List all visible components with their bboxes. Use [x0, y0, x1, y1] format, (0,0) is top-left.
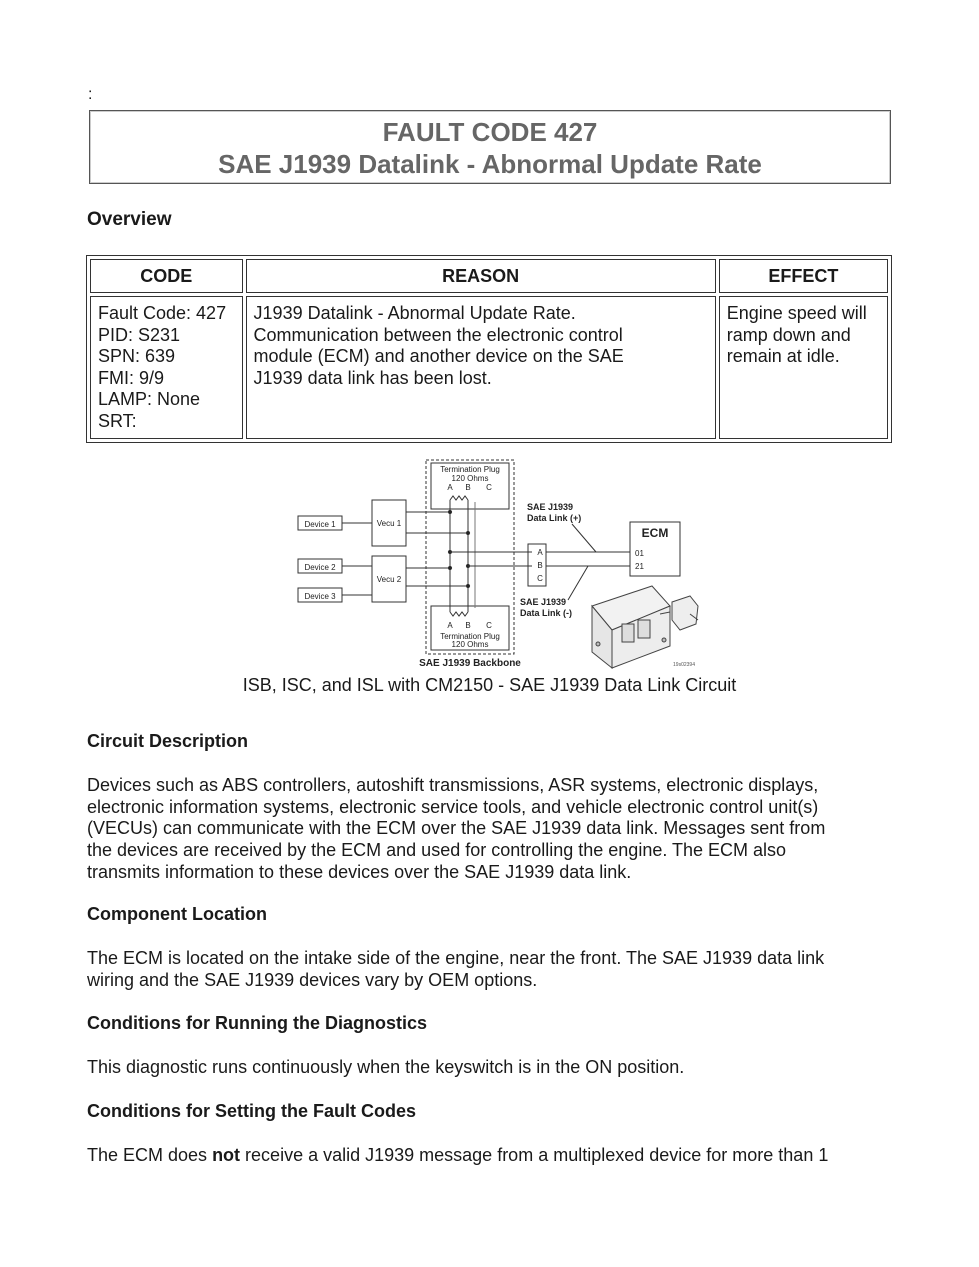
backbone-label: SAE J1939 Backbone	[419, 658, 521, 669]
reason-line: J1939 data link has been lost.	[253, 367, 492, 388]
page-subtitle: SAE J1939 Datalink - Abnormal Update Rate	[218, 149, 762, 179]
link-plus-label-2: Data Link (+)	[527, 513, 582, 523]
code-cell	[90, 296, 243, 439]
component-location-text	[87, 948, 887, 991]
device-3-label: Device 3	[304, 592, 336, 601]
link-minus-label-2: Data Link (-)	[520, 608, 573, 618]
ecm-pin-01: 01	[635, 549, 644, 558]
col-header-reason: REASON	[246, 259, 716, 293]
link-minus-label-1: SAE J1939	[520, 597, 567, 607]
ecm-label: ECM	[641, 526, 669, 540]
device-1-label: Device 1	[304, 520, 336, 529]
effect-cell	[719, 296, 888, 439]
running-diagnostics-heading: Conditions for Running the Diagnostics	[87, 1013, 427, 1033]
text-segment: The ECM does	[87, 1145, 213, 1165]
overview-heading: Overview	[87, 209, 172, 230]
page-title: FAULT CODE 427	[382, 117, 598, 147]
term-bottom-pin-b: B	[465, 621, 471, 630]
table-row	[90, 296, 888, 439]
title-box	[89, 110, 891, 184]
connector-pin-c: C	[537, 574, 543, 583]
setting-fault-codes-text	[87, 1145, 887, 1167]
device-2-label: Device 2	[304, 563, 336, 572]
reason-line: Communication between the electronic control	[253, 324, 623, 345]
setting-fault-codes-heading: Conditions for Setting the Fault Codes	[87, 1101, 416, 1121]
code-line: PID: S231	[98, 324, 181, 345]
circuit-description-heading: Circuit Description	[87, 731, 249, 751]
code-line: Fault Code: 427	[98, 303, 227, 323]
fault-overview-table	[86, 255, 892, 443]
col-header-code: CODE	[90, 259, 243, 293]
page-marker: :	[88, 86, 93, 103]
code-line: LAMP: None	[98, 389, 201, 409]
junction-dot	[466, 584, 469, 587]
junction-dot	[448, 566, 451, 569]
component-location-heading: Component Location	[87, 904, 267, 924]
text-segment: receive a valid J1939 message from a multiplexed device for more than 1	[240, 1145, 829, 1165]
figure-id: 19s02394	[673, 662, 695, 668]
j1939-circuit-diagram	[292, 456, 702, 672]
term-bottom-ohms: 120 Ohms	[451, 640, 489, 649]
vecu-2-label: Vecu 2	[376, 575, 402, 584]
connector-pin-b: B	[537, 561, 543, 570]
resistor-top-symbol	[450, 496, 468, 500]
paragraph-line: electronic information systems, electronic service tools, and vehicle electronic control unit(s)	[87, 796, 819, 817]
paragraph-line: The ECM is located on the intake side of the engine, near the front. The SAE J1939 data link	[87, 948, 825, 968]
ecm-pin-21: 21	[635, 562, 644, 571]
circuit-description-text	[87, 775, 887, 884]
reason-cell	[246, 296, 716, 439]
paragraph-line: transmits information to these devices over the SAE J1939 data link.	[87, 861, 632, 882]
paragraph-line: wiring and the SAE J1939 devices vary by OEM options.	[87, 969, 538, 990]
diagram-caption: ISB, ISC, and ISL with CM2150 - SAE J1939 Data Link Circuit	[242, 675, 737, 695]
junction-dot	[448, 510, 451, 513]
resistor-bottom-symbol	[450, 612, 468, 616]
term-top-label: Termination Plug	[440, 465, 500, 474]
junction-dot	[466, 531, 469, 534]
vecu-1-label: Vecu 1	[376, 519, 402, 528]
table-header-row	[90, 259, 888, 293]
term-top-pin-b: B	[465, 483, 471, 492]
paragraph-line: the devices are received by the ECM and used for controlling the engine. The ECM also	[87, 840, 787, 861]
ecm-module-illustration	[592, 586, 670, 668]
effect-line: ramp down and	[726, 324, 851, 345]
reason-line: J1939 Datalink - Abnormal Update Rate.	[253, 303, 576, 323]
reason-line: module (ECM) and another device on the SAE	[253, 346, 624, 366]
effect-line: remain at idle.	[726, 346, 840, 366]
leader-minus	[568, 566, 588, 600]
term-bottom-pin-c: C	[486, 621, 492, 630]
term-top-ohms: 120 Ohms	[451, 474, 489, 483]
connector-pin-a: A	[537, 548, 543, 557]
code-line: SPN: 639	[98, 346, 176, 366]
leader-plus	[572, 524, 596, 552]
term-top-pin-c: C	[486, 483, 492, 492]
col-header-effect: EFFECT	[719, 259, 888, 293]
term-top-pin-a: A	[447, 483, 453, 492]
emphasis-not: not	[212, 1145, 241, 1165]
term-bottom-pin-a: A	[447, 621, 453, 630]
effect-line: Engine speed will	[726, 303, 867, 323]
code-line: FMI: 9/9	[98, 367, 165, 388]
code-line: SRT:	[98, 410, 137, 431]
running-diagnostics-text: This diagnostic runs continuously when the keyswitch is in the ON position.	[87, 1057, 685, 1077]
paragraph-line: (VECUs) can communicate with the ECM over the SAE J1939 data link. Messages sent from	[87, 818, 826, 839]
paragraph-line: Devices such as ABS controllers, autoshift transmissions, ASR systems, electronic displays,	[87, 775, 819, 795]
link-plus-label-1: SAE J1939	[527, 502, 574, 512]
term-bottom-label: Termination Plug	[440, 632, 500, 641]
